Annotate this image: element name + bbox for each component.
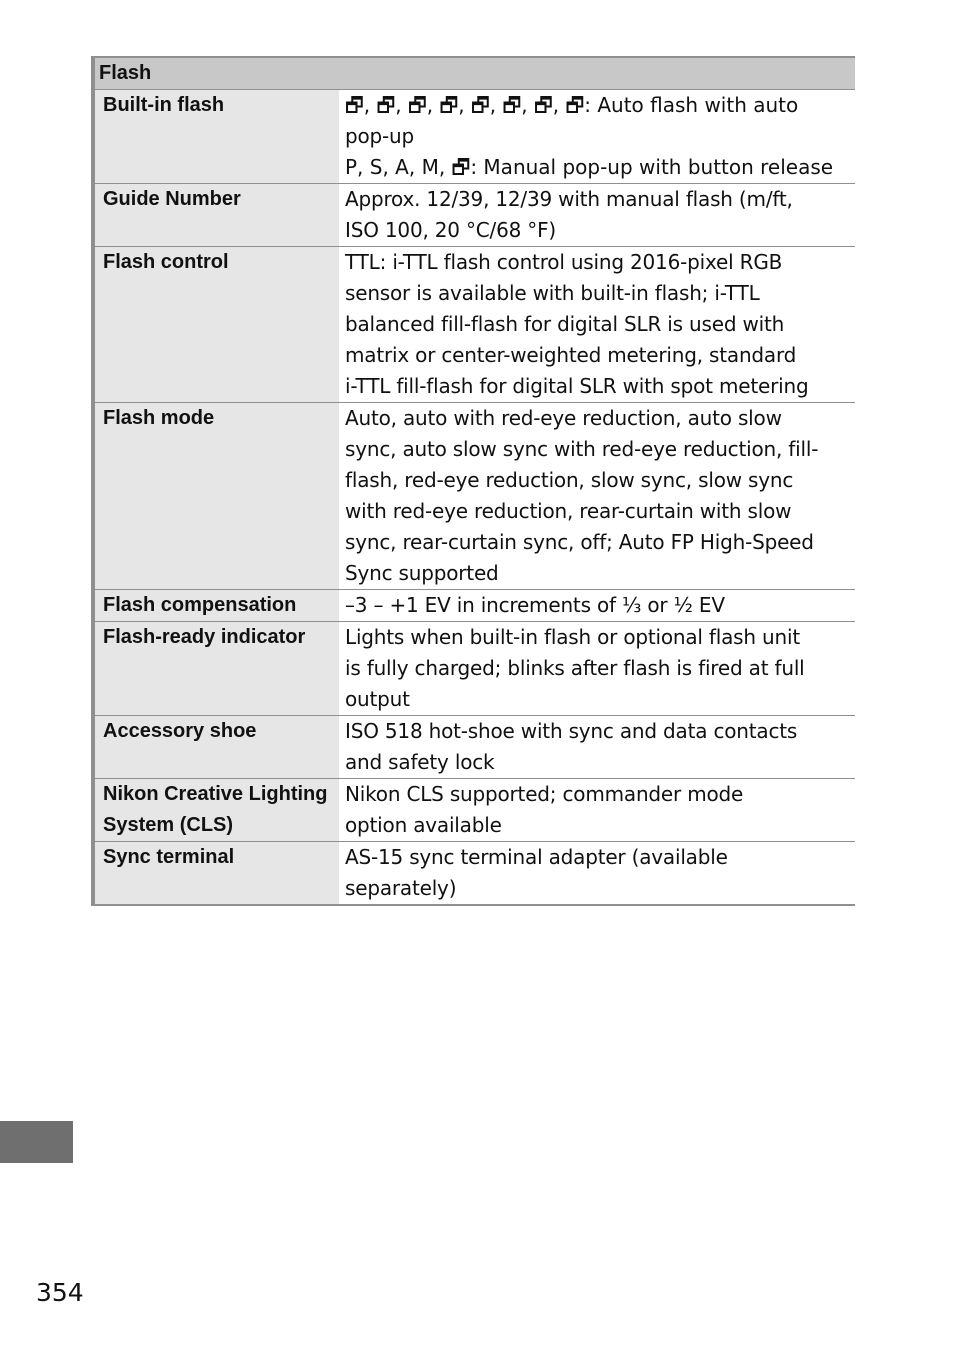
spec-row-flash-mode	[93, 403, 855, 590]
spec-label: Sync terminal	[93, 842, 339, 906]
spec-value-line: P, S, A, M, 🗗: Manual pop-up with button release	[345, 155, 834, 179]
chapter-tab-marker	[0, 1121, 73, 1163]
flash-spec-table	[91, 56, 855, 906]
spec-value	[339, 842, 855, 906]
spec-row-accessory-shoe	[93, 716, 855, 779]
spec-label	[93, 779, 339, 842]
spec-label: Flash-ready indicator	[93, 622, 339, 716]
spec-value-line: with red-eye reduction, rear-curtain with slow	[345, 499, 792, 523]
spec-value-line: Approx. 12/39, 12/39 with manual flash (m/ft,	[345, 187, 793, 211]
spec-value	[339, 247, 855, 403]
spec-row-flash-compensation	[93, 590, 855, 622]
spec-row-cls	[93, 779, 855, 842]
spec-value-line: –3 – +1 EV in increments of ⅓ or ½ EV	[345, 593, 725, 617]
spec-value	[339, 590, 855, 622]
spec-value	[339, 716, 855, 779]
spec-value	[339, 622, 855, 716]
section-title: Flash	[93, 57, 855, 90]
spec-label: Guide Number	[93, 184, 339, 247]
spec-label-line: Nikon Creative Lighting	[103, 783, 328, 805]
spec-value	[339, 403, 855, 590]
spec-label: Built-in flash	[93, 90, 339, 184]
spec-row-flash-control	[93, 247, 855, 403]
spec-row-sync-terminal	[93, 842, 855, 906]
spec-value-line: Lights when built-in flash or optional flash unit	[345, 625, 800, 649]
spec-label: Flash control	[93, 247, 339, 403]
spec-value	[339, 90, 855, 184]
spec-value-line: i-TTL fill-flash for digital SLR with spot metering	[345, 374, 809, 398]
spec-value-line: flash, red-eye reduction, slow sync, slow sync	[345, 468, 794, 492]
spec-value-line: and safety lock	[345, 750, 495, 774]
section-header-row	[93, 57, 855, 90]
spec-value	[339, 184, 855, 247]
spec-value-line: sensor is available with built-in flash; i-TTL	[345, 281, 760, 305]
spec-row-guide-number	[93, 184, 855, 247]
spec-value-line: matrix or center-weighted metering, standard	[345, 343, 797, 367]
spec-value-line: ISO 100, 20 °C/68 °F)	[345, 218, 557, 242]
spec-value-line: sync, auto slow sync with red-eye reduction, fill-	[345, 437, 819, 461]
spec-value-line: Nikon CLS supported; commander mode	[345, 782, 744, 806]
spec-value-line: balanced fill-flash for digital SLR is used with	[345, 312, 785, 336]
spec-value-line: 🗗, 🗗, 🗗, 🗗, 🗗, 🗗, 🗗, 🗗: Auto flash with auto	[345, 93, 799, 117]
spec-value-line: sync, rear-curtain sync, off; Auto FP High-Speed	[345, 530, 814, 554]
spec-value-line: is fully charged; blinks after flash is fired at full	[345, 656, 805, 680]
spec-row-flash-ready-indicator	[93, 622, 855, 716]
spec-label: Flash mode	[93, 403, 339, 590]
spec-value-line: ISO 518 hot-shoe with sync and data contacts	[345, 719, 798, 743]
spec-value-line: Sync supported	[345, 561, 499, 585]
spec-value-line: option available	[345, 813, 502, 837]
spec-label: Accessory shoe	[93, 716, 339, 779]
spec-value-line: output	[345, 687, 410, 711]
spec-value	[339, 779, 855, 842]
spec-label-line: System (CLS)	[103, 814, 234, 836]
spec-value-line: TTL: i-TTL flash control using 2016-pixel RGB	[345, 250, 783, 274]
spec-value-line: pop-up	[345, 124, 415, 148]
spec-value-line: separately)	[345, 876, 457, 900]
spec-label: Flash compensation	[93, 590, 339, 622]
spec-value-line: Auto, auto with red-eye reduction, auto slow	[345, 406, 782, 430]
spec-value-line: AS-15 sync terminal adapter (available	[345, 845, 728, 869]
page-number: 354	[36, 1278, 84, 1307]
spec-row-built-in-flash	[93, 90, 855, 184]
